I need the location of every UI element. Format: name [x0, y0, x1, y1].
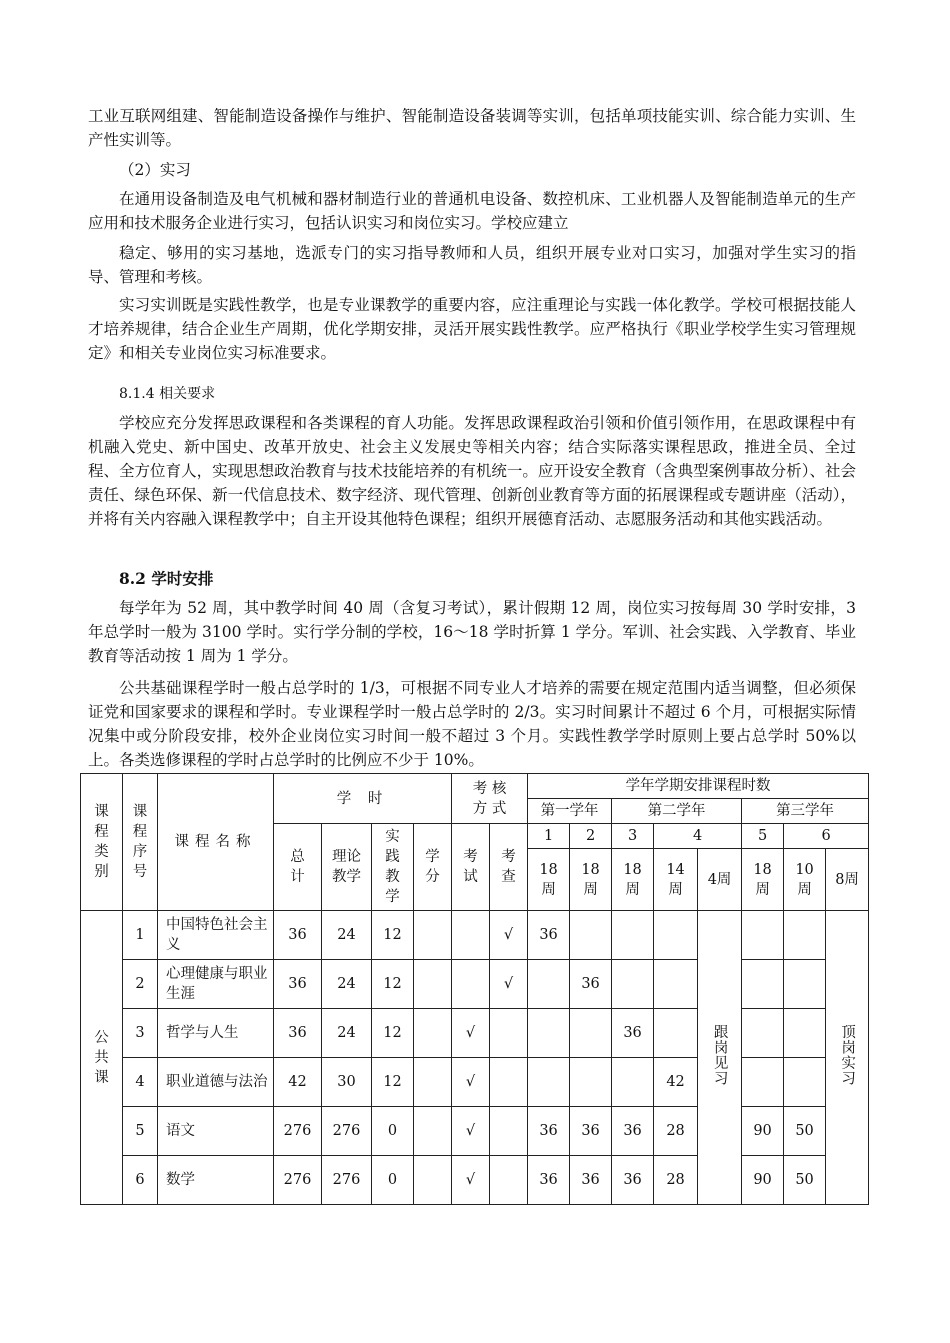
cell-course-name: 数学: [158, 1156, 274, 1205]
cell-term-6: [784, 911, 826, 960]
cell-term-3: 36: [612, 1156, 654, 1205]
cell-practice: 0: [372, 1156, 414, 1205]
cell-theory: 30: [322, 1058, 372, 1107]
cell-course-name: 语文: [158, 1107, 274, 1156]
cell-course-name: 心理健康与职业生涯: [158, 960, 274, 1009]
cell-course-name: 中国特色社会主义: [158, 911, 274, 960]
cell-total: 36: [274, 960, 322, 1009]
cell-credit: [414, 1009, 452, 1058]
cell-seq: 4: [123, 1058, 158, 1107]
cell-term-4: 28: [654, 1107, 698, 1156]
header-weeks-5: 18周: [742, 849, 784, 911]
cell-term-6: [784, 960, 826, 1009]
paragraph-internship-3: 实习实训既是实践性教学，也是专业课教学的重要内容，应注重理论与实践一体化教学。学校可根据技能人才培养规律，结合企业生产周期，优化学期安排，灵活开展实践性教学。应严格执行《职业学校学生实习管理规定》和相关专业岗位实习标准要求。: [88, 296, 856, 362]
cell-total: 276: [274, 1156, 322, 1205]
cell-credit: [414, 911, 452, 960]
cell-term-3: 36: [612, 1009, 654, 1058]
header-term-6: 6: [784, 824, 869, 849]
cell-practice: 12: [372, 1009, 414, 1058]
heading-8-1-4: 8.1.4 相关要求: [119, 386, 216, 402]
paragraph-hours-2: 公共基础课程学时一般占总学时的 1/3，可根据不同专业人才培养的需要在规定范围内适当调整，但必须保证党和国家要求的课程和学时。专业课程学时一般占总学时的 2/3。实习时间累计不超过 6 个月，可根据实际情况集中或分阶段安排，校外企业岗位实习时间一般不超过 3 个月。实践性教学学时原则上要占总学时 50%以上。各类选修课程的学时占总学时的比例应不少于 10%。: [88, 679, 856, 769]
cell-term-5: 90: [742, 1156, 784, 1205]
cell-total: 42: [274, 1058, 322, 1107]
table-row: [81, 911, 869, 960]
cell-term-1: 36: [528, 1156, 570, 1205]
header-exam-mode: 考 核 方 式: [452, 774, 528, 824]
header-term-5: 5: [742, 824, 784, 849]
cell-term-3: 36: [612, 1107, 654, 1156]
cell-credit: [414, 1107, 452, 1156]
cell-seq: 5: [123, 1107, 158, 1156]
cell-term-6: 50: [784, 1107, 826, 1156]
header-term-4: 4: [654, 824, 742, 849]
cell-check: [490, 1107, 528, 1156]
header-weeks-6: 10周: [784, 849, 826, 911]
heading-internship: （2）实习: [119, 161, 191, 179]
cell-term-5: [742, 1058, 784, 1107]
paragraph-internship-1: 在通用设备制造及电气机械和器材制造行业的普通机电设备、数控机床、工业机器人及智能制造单元的生产应用和技术服务企业进行实习，包括认识实习和岗位实习。学校应建立: [88, 190, 856, 232]
cell-term-1: 36: [528, 911, 570, 960]
heading-8-2: 8.2 学时安排: [119, 569, 214, 588]
cell-practice: 12: [372, 911, 414, 960]
cell-seq: 6: [123, 1156, 158, 1205]
cell-check: [490, 1058, 528, 1107]
cell-term-5: [742, 960, 784, 1009]
cell-seq: 2: [123, 960, 158, 1009]
cell-theory: 24: [322, 960, 372, 1009]
cell-term-1: 36: [528, 1107, 570, 1156]
cell-exam: [452, 911, 490, 960]
cell-term-6: 50: [784, 1156, 826, 1205]
cell-practice: 12: [372, 1058, 414, 1107]
cell-course-name: 哲学与人生: [158, 1009, 274, 1058]
cell-term-5: [742, 911, 784, 960]
cell-term-1: [528, 1009, 570, 1058]
cell-term-1: [528, 1058, 570, 1107]
cell-term-6: [784, 1009, 826, 1058]
cell-theory: 24: [322, 1009, 372, 1058]
cell-term-1: [528, 960, 570, 1009]
cell-term-5: [742, 1009, 784, 1058]
cell-term-2: [570, 1009, 612, 1058]
header-term-2: 2: [570, 824, 612, 849]
cell-practice: 12: [372, 960, 414, 1009]
header-weeks-4: 14周: [654, 849, 698, 911]
cell-gengang: 跟岗见习: [698, 911, 742, 1205]
cell-term-3: [612, 1058, 654, 1107]
table-row: [81, 960, 869, 1009]
cell-term-6: [784, 1058, 826, 1107]
cell-credit: [414, 1156, 452, 1205]
cell-term-2: [570, 911, 612, 960]
header-theory: 理论教学: [322, 824, 372, 911]
cell-term-2: 36: [570, 960, 612, 1009]
table-row: [81, 1107, 869, 1156]
header-course-name: 课程名称: [158, 774, 274, 911]
cell-credit: [414, 960, 452, 1009]
cell-total: 276: [274, 1107, 322, 1156]
paragraph-training-cont: 工业互联网组建、智能制造设备操作与维护、智能制造设备装调等实训，包括单项技能实训、综合能力实训、生产性实训等。: [88, 107, 856, 149]
header-category: 课程类别: [81, 774, 123, 911]
header-term-3: 3: [612, 824, 654, 849]
header-year-2: 第二学年: [612, 799, 742, 824]
cell-total: 36: [274, 1009, 322, 1058]
header-hours: 学 时: [274, 774, 452, 824]
header-weeks-6b: 8周: [826, 849, 869, 911]
cell-exam: √: [452, 1156, 490, 1205]
paragraph-requirements: 学校应充分发挥思政课程和各类课程的育人功能。发挥思政课程政治引领和价值引领作用，在思政课程中有机融入党史、新中国史、改革开放史、社会主义发展史等相关内容；结合实际落实课程思政，推进全员、全过程、全方位育人，实现思想政治教育与技术技能培养的有机统一。应开设安全教育（含典型案例事故分析）、社会责任、绿色环保、新一代信息技术、数字经济、现代管理、创新创业教育等方面的拓展课程或专题讲座（活动），并将有关内容融入课程教学中；自主开设其他特色课程；组织开展德育活动、志愿服务活动和其他实践活动。: [88, 414, 856, 528]
header-year-1: 第一学年: [528, 799, 612, 824]
cell-dinggang: 顶岗实习: [826, 911, 869, 1205]
header-practice: 实践教学: [372, 824, 414, 911]
header-weeks-4b: 4周: [698, 849, 742, 911]
header-weeks-3: 18周: [612, 849, 654, 911]
header-weeks-1: 18周: [528, 849, 570, 911]
cell-term-4: [654, 911, 698, 960]
cell-term-3: [612, 960, 654, 1009]
cell-seq: 1: [123, 911, 158, 960]
cell-exam: [452, 960, 490, 1009]
cell-seq: 3: [123, 1009, 158, 1058]
header-exam: 考试: [452, 824, 490, 911]
cell-term-5: 90: [742, 1107, 784, 1156]
cell-check: [490, 1156, 528, 1205]
header-seq: 课程序号: [123, 774, 158, 911]
cell-term-2: 36: [570, 1156, 612, 1205]
cell-term-2: [570, 1058, 612, 1107]
cell-practice: 0: [372, 1107, 414, 1156]
header-weeks-2: 18周: [570, 849, 612, 911]
cell-term-4: [654, 960, 698, 1009]
cell-exam: √: [452, 1107, 490, 1156]
header-credit: 学分: [414, 824, 452, 911]
paragraph-hours-1: 每学年为 52 周，其中教学时间 40 周（含复习考试），累计假期 12 周，岗位实习按每周 30 学时安排，3 年总学时一般为 3100 学时。实行学分制的学校，16～18 学时折算 1 学分。军训、社会实践、入学教育、毕业教育等活动按 1 周为 1 学分。: [88, 599, 856, 665]
cell-theory: 276: [322, 1107, 372, 1156]
cell-check: [490, 1009, 528, 1058]
cell-term-3: [612, 911, 654, 960]
cell-term-2: 36: [570, 1107, 612, 1156]
header-term-1: 1: [528, 824, 570, 849]
header-year-3: 第三学年: [742, 799, 869, 824]
course-schedule-table: [80, 773, 869, 1205]
cell-theory: 24: [322, 911, 372, 960]
paragraph-internship-2: 稳定、够用的实习基地，选派专门的实习指导教师和人员，组织开展专业对口实习，加强对学生实习的指导、管理和考核。: [88, 244, 856, 286]
cell-term-4: 42: [654, 1058, 698, 1107]
table-row: [81, 1156, 869, 1205]
header-check: 考查: [490, 824, 528, 911]
cell-term-4: 28: [654, 1156, 698, 1205]
cell-exam: √: [452, 1058, 490, 1107]
cell-check: √: [490, 911, 528, 960]
cell-exam: √: [452, 1009, 490, 1058]
category-public: 公共课: [81, 911, 123, 1205]
cell-term-4: [654, 1009, 698, 1058]
table-row: [81, 1009, 869, 1058]
cell-check: √: [490, 960, 528, 1009]
cell-course-name: 职业道德与法治: [158, 1058, 274, 1107]
header-total: 总计: [274, 824, 322, 911]
cell-credit: [414, 1058, 452, 1107]
table-row: [81, 1058, 869, 1107]
header-schedule: 学年学期安排课程时数: [528, 774, 869, 799]
cell-theory: 276: [322, 1156, 372, 1205]
cell-total: 36: [274, 911, 322, 960]
